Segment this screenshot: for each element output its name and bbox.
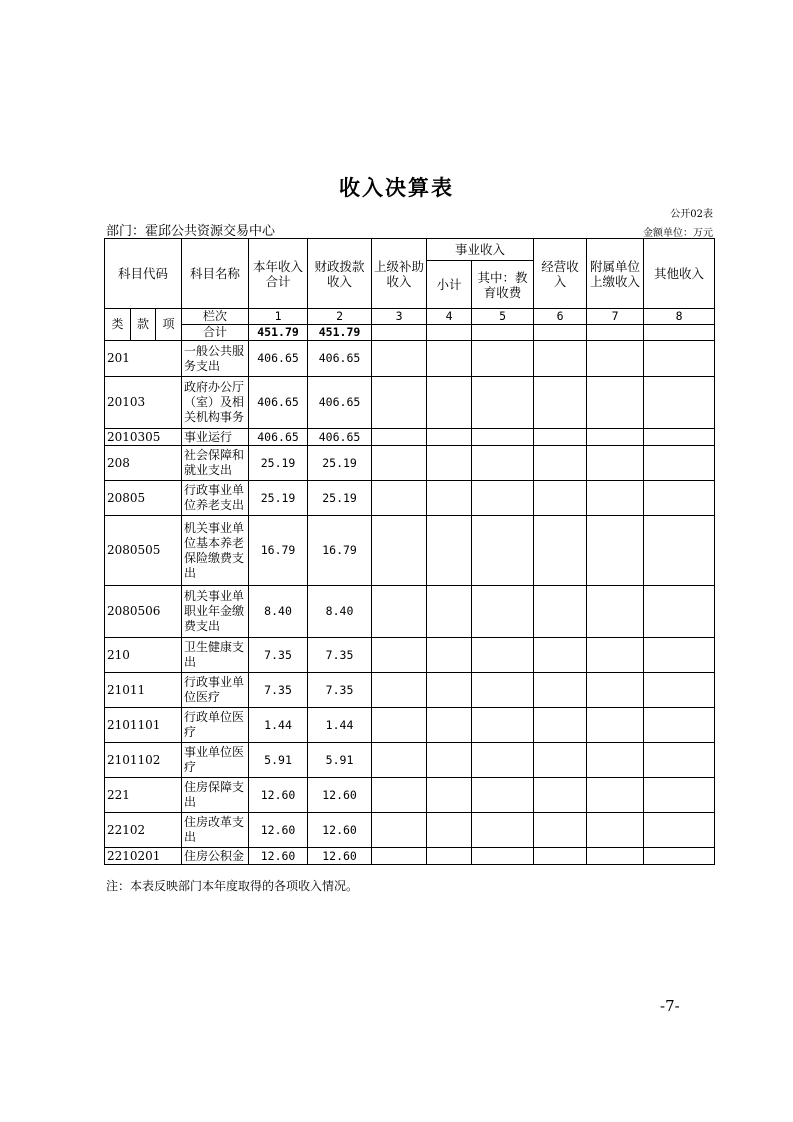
empty-cell: [472, 638, 534, 673]
header-subject-code: 科目代码: [105, 239, 182, 309]
subject-name: 住房保障支出: [182, 778, 249, 813]
empty-cell: [644, 481, 715, 516]
total-income-value: 7.35: [249, 673, 308, 708]
header-operating-income: 经营收入: [534, 239, 587, 309]
subject-name: 事业单位医疗: [182, 743, 249, 778]
header-class: 类: [105, 309, 131, 341]
subject-name: 住房改革支出: [182, 813, 249, 848]
table-row: [105, 341, 715, 377]
fiscal-allocation-value: 406.65: [308, 429, 372, 446]
page-number: -7-: [660, 997, 680, 1015]
table-row: [105, 586, 715, 638]
empty-cell: [587, 848, 644, 865]
empty-cell: [472, 848, 534, 865]
col-number: 2: [308, 309, 372, 325]
total-income-value: 7.35: [249, 638, 308, 673]
col-number: 3: [372, 309, 427, 325]
total-income-value: 406.65: [249, 341, 308, 377]
subject-name: 事业运行: [182, 429, 249, 446]
empty-cell: [587, 778, 644, 813]
empty-cell: [427, 341, 472, 377]
subject-code: 20103: [105, 377, 182, 429]
fiscal-allocation-value: 406.65: [308, 341, 372, 377]
table-row: [105, 446, 715, 481]
fiscal-allocation-value: 8.40: [308, 586, 372, 638]
subject-code: 2101101: [105, 708, 182, 743]
empty-cell: [587, 341, 644, 377]
fiscal-allocation-value: 7.35: [308, 673, 372, 708]
subject-name: 行政事业单位医疗: [182, 673, 249, 708]
total-row: [105, 325, 715, 341]
total-income-value: 406.65: [249, 377, 308, 429]
empty-cell: [534, 743, 587, 778]
header-item: 项: [156, 309, 182, 341]
header-row-1: [105, 239, 715, 261]
empty-cell: [644, 848, 715, 865]
table-row: [105, 778, 715, 813]
empty-cell: [534, 848, 587, 865]
empty-cell: [372, 813, 427, 848]
empty-cell: [472, 673, 534, 708]
empty-cell: [372, 516, 427, 586]
header-fiscal-allocation: 财政拨款收入: [308, 239, 372, 309]
header-subtotal: 小计: [427, 261, 472, 309]
subject-code: 221: [105, 778, 182, 813]
empty-cell: [587, 708, 644, 743]
table-row: [105, 848, 715, 865]
col-number: 8: [644, 309, 715, 325]
fiscal-allocation-value: 7.35: [308, 638, 372, 673]
total-income-value: 12.60: [249, 813, 308, 848]
fiscal-allocation-value: 1.44: [308, 708, 372, 743]
empty-cell: [427, 586, 472, 638]
table-row: [105, 481, 715, 516]
empty-cell: [372, 848, 427, 865]
col-number: 7: [587, 309, 644, 325]
fiscal-allocation-value: 12.60: [308, 813, 372, 848]
total-label: 合计: [182, 325, 249, 341]
table-row: [105, 429, 715, 446]
empty-cell: [427, 638, 472, 673]
empty-cell: [534, 341, 587, 377]
table-row: [105, 516, 715, 586]
empty-cell: [644, 708, 715, 743]
header-other-income: 其他收入: [644, 239, 715, 309]
empty-cell: [644, 743, 715, 778]
total-income-value: 406.65: [249, 429, 308, 446]
subject-code: 2010305: [105, 429, 182, 446]
empty-cell: [472, 446, 534, 481]
empty-cell: [427, 516, 472, 586]
empty-cell: [372, 708, 427, 743]
empty-cell: [534, 446, 587, 481]
subject-code: 2080505: [105, 516, 182, 586]
fiscal-allocation-value: 5.91: [308, 743, 372, 778]
empty-cell: [587, 446, 644, 481]
empty-cell: [644, 638, 715, 673]
empty-cell: [587, 638, 644, 673]
empty-cell: [427, 673, 472, 708]
amount-unit-label: 金额单位：万元: [643, 228, 713, 239]
empty-cell: [644, 341, 715, 377]
subject-code: 201: [105, 341, 182, 377]
header-section: 款: [131, 309, 156, 341]
fiscal-allocation-value: 12.60: [308, 848, 372, 865]
table-row: [105, 638, 715, 673]
empty-cell: [372, 377, 427, 429]
empty-cell: [644, 516, 715, 586]
empty-cell: [372, 778, 427, 813]
empty-cell: [534, 481, 587, 516]
empty-cell: [587, 743, 644, 778]
empty-cell: [427, 446, 472, 481]
income-final-accounts-table: [104, 238, 715, 865]
total-income-value: 451.79: [249, 325, 308, 341]
empty-cell: [587, 586, 644, 638]
fiscal-allocation-value: 406.65: [308, 377, 372, 429]
empty-cell: [644, 446, 715, 481]
col-number: 1: [249, 309, 308, 325]
empty-cell: [644, 813, 715, 848]
column-index-row: [105, 309, 715, 325]
total-income-value: 12.60: [249, 848, 308, 865]
subject-name: 政府办公厅（室）及相关机构事务: [182, 377, 249, 429]
table-note: 注：本表反映部门本年度取得的各项收入情况。: [106, 879, 359, 893]
total-income-value: 25.19: [249, 446, 308, 481]
total-income-value: 25.19: [249, 481, 308, 516]
empty-cell: [372, 341, 427, 377]
empty-cell: [372, 743, 427, 778]
header-affiliated-payment: 附属单位上缴收入: [587, 239, 644, 309]
subject-code: 22102: [105, 813, 182, 848]
subject-code: 2210201: [105, 848, 182, 865]
empty-cell: [644, 778, 715, 813]
empty-cell: [534, 586, 587, 638]
empty-cell: [372, 446, 427, 481]
subject-name: 卫生健康支出: [182, 638, 249, 673]
empty-cell: [372, 586, 427, 638]
empty-cell: [534, 673, 587, 708]
empty-cell: [372, 481, 427, 516]
subject-name: 机关事业单位基本养老保险缴费支出: [182, 516, 249, 586]
header-superior-subsidy: 上级补助收入: [372, 239, 427, 309]
col-number: 6: [534, 309, 587, 325]
subject-name: 行政单位医疗: [182, 708, 249, 743]
subject-name: 一般公共服务支出: [182, 341, 249, 377]
header-column-index: 栏次: [182, 309, 249, 325]
empty-cell: [427, 778, 472, 813]
total-income-value: 8.40: [249, 586, 308, 638]
table-row: [105, 708, 715, 743]
form-code: 公开02表: [670, 209, 713, 220]
table-row: [105, 743, 715, 778]
empty-cell: [472, 778, 534, 813]
subject-name: 行政事业单位养老支出: [182, 481, 249, 516]
empty-cell: [534, 813, 587, 848]
empty-cell: [534, 638, 587, 673]
total-income-value: 1.44: [249, 708, 308, 743]
empty-cell: [427, 708, 472, 743]
department-label: 部门：霍邱公共资源交易中心: [106, 224, 276, 239]
page-title: 收入决算表: [339, 176, 454, 200]
subject-code: 210: [105, 638, 182, 673]
empty-cell: [644, 377, 715, 429]
empty-cell: [372, 638, 427, 673]
subject-code: 2101102: [105, 743, 182, 778]
subject-name: 机关事业单职业年金缴费支出: [182, 586, 249, 638]
subject-code: 2080506: [105, 586, 182, 638]
empty-cell: [587, 673, 644, 708]
empty-cell: [427, 743, 472, 778]
empty-cell: [587, 429, 644, 446]
empty-cell: [587, 813, 644, 848]
table-row: [105, 377, 715, 429]
fiscal-allocation-value: 25.19: [308, 481, 372, 516]
subject-code: 208: [105, 446, 182, 481]
empty-cell: [534, 708, 587, 743]
empty-cell: [427, 848, 472, 865]
subject-name: 住房公积金: [182, 848, 249, 865]
empty-cell: [472, 377, 534, 429]
empty-cell: [534, 516, 587, 586]
table-row: [105, 813, 715, 848]
empty-cell: [534, 778, 587, 813]
col-number: 5: [472, 309, 534, 325]
header-business-income: 事业收入: [427, 239, 534, 261]
fiscal-allocation-value: 12.60: [308, 778, 372, 813]
empty-cell: [534, 429, 587, 446]
empty-cell: [427, 481, 472, 516]
empty-cell: [587, 516, 644, 586]
empty-cell: [472, 586, 534, 638]
table-row: [105, 673, 715, 708]
empty-cell: [472, 813, 534, 848]
header-subject-name: 科目名称: [182, 239, 249, 309]
col-number: 4: [427, 309, 472, 325]
empty-cell: [427, 813, 472, 848]
fiscal-allocation-value: 16.79: [308, 516, 372, 586]
empty-cell: [644, 429, 715, 446]
empty-cell: [472, 708, 534, 743]
total-fiscal-value: 451.79: [308, 325, 372, 341]
empty-cell: [472, 481, 534, 516]
empty-cell: [427, 429, 472, 446]
subject-code: 20805: [105, 481, 182, 516]
empty-cell: [372, 673, 427, 708]
subject-code: 21011: [105, 673, 182, 708]
total-income-value: 12.60: [249, 778, 308, 813]
empty-cell: [472, 516, 534, 586]
empty-cell: [427, 377, 472, 429]
empty-cell: [472, 429, 534, 446]
total-income-value: 16.79: [249, 516, 308, 586]
empty-cell: [534, 377, 587, 429]
subject-name: 社会保障和就业支出: [182, 446, 249, 481]
empty-cell: [472, 341, 534, 377]
header-education-fee: 其中：教育收费: [472, 261, 534, 309]
header-total-income: 本年收入合计: [249, 239, 308, 309]
empty-cell: [644, 673, 715, 708]
total-income-value: 5.91: [249, 743, 308, 778]
empty-cell: [472, 743, 534, 778]
empty-cell: [587, 377, 644, 429]
empty-cell: [372, 429, 427, 446]
fiscal-allocation-value: 25.19: [308, 446, 372, 481]
empty-cell: [587, 481, 644, 516]
empty-cell: [644, 586, 715, 638]
